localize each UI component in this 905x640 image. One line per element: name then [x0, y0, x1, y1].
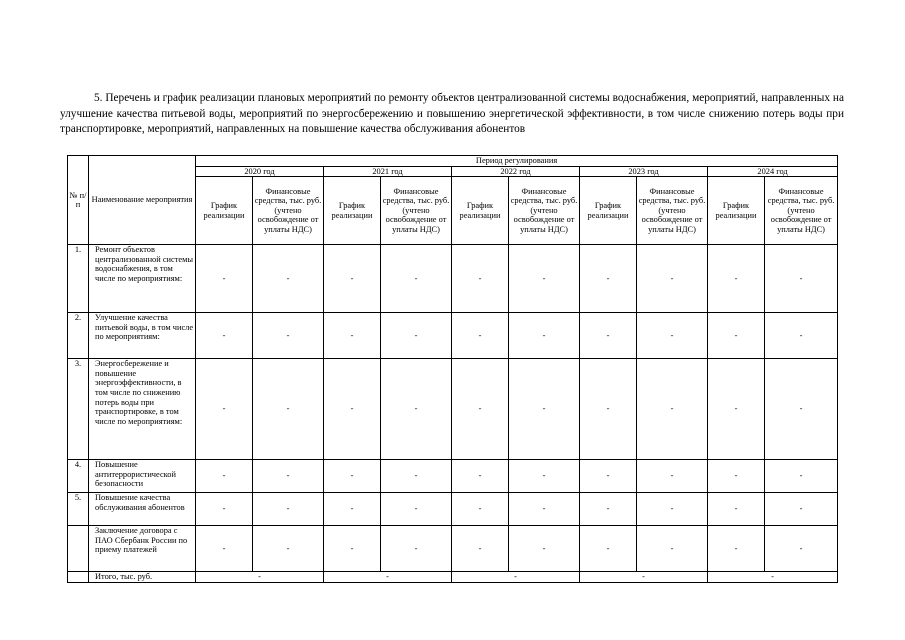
- schedule-value: -: [708, 313, 765, 359]
- schedule-value: -: [196, 460, 253, 493]
- schedule-value: -: [580, 313, 637, 359]
- finance-value: -: [381, 313, 452, 359]
- finance-value: -: [253, 493, 324, 526]
- total-value: -: [580, 572, 708, 583]
- row-number: 2.: [68, 313, 89, 359]
- header-finance: Финансовые средства, тыс. руб. (учтено освобождение от уплаты НДС): [253, 177, 324, 245]
- table-row: [68, 460, 838, 493]
- row-number: 5.: [68, 493, 89, 526]
- finance-value: -: [253, 245, 324, 313]
- schedule-value: -: [708, 460, 765, 493]
- schedule-value: -: [708, 526, 765, 572]
- schedule-value: -: [580, 460, 637, 493]
- header-year: 2021 год: [324, 166, 452, 177]
- schedule-value: -: [452, 359, 509, 460]
- finance-value: -: [253, 313, 324, 359]
- header-schedule: График реализации: [324, 177, 381, 245]
- schedule-value: -: [580, 526, 637, 572]
- finance-value: -: [637, 313, 708, 359]
- finance-value: -: [509, 460, 580, 493]
- finance-value: -: [381, 245, 452, 313]
- header-row-period: [68, 156, 838, 167]
- finance-value: -: [509, 526, 580, 572]
- header-finance: Финансовые средства, тыс. руб. (учтено освобождение от уплаты НДС): [637, 177, 708, 245]
- finance-value: -: [381, 493, 452, 526]
- table-row: [68, 245, 838, 313]
- activity-name: Ремонт объектов централизованной системы водоснабжения, в том числе по мероприятиям:: [89, 245, 196, 313]
- schedule-value: -: [324, 493, 381, 526]
- finance-value: -: [637, 245, 708, 313]
- schedule-value: -: [196, 526, 253, 572]
- header-schedule: График реализации: [580, 177, 637, 245]
- schedule-value: -: [196, 245, 253, 313]
- activity-name: Улучшение качества питьевой воды, в том числе по мероприятиям:: [89, 313, 196, 359]
- finance-value: -: [381, 460, 452, 493]
- finance-value: -: [765, 493, 838, 526]
- schedule-value: -: [452, 313, 509, 359]
- header-finance: Финансовые средства, тыс. руб. (учтено освобождение от уплаты НДС): [381, 177, 452, 245]
- finance-value: -: [253, 460, 324, 493]
- schedule-value: -: [452, 526, 509, 572]
- total-row: [68, 572, 838, 583]
- total-value: -: [452, 572, 580, 583]
- schedule-value: -: [452, 460, 509, 493]
- finance-value: -: [381, 359, 452, 460]
- finance-value: -: [637, 493, 708, 526]
- header-year: 2023 год: [580, 166, 708, 177]
- table-row: [68, 493, 838, 526]
- schedule-value: -: [196, 359, 253, 460]
- header-year: 2024 год: [708, 166, 838, 177]
- schedule-value: -: [580, 359, 637, 460]
- schedule-value: -: [452, 493, 509, 526]
- schedule-value: -: [708, 359, 765, 460]
- finance-value: -: [637, 526, 708, 572]
- header-schedule: График реализации: [452, 177, 509, 245]
- schedule-value: -: [196, 493, 253, 526]
- schedule-value: -: [196, 313, 253, 359]
- header-finance: Финансовые средства, тыс. руб. (учтено освобождение от уплаты НДС): [509, 177, 580, 245]
- schedule-value: -: [324, 526, 381, 572]
- header-activity-name: Наименование мероприятия: [89, 156, 196, 245]
- finance-value: -: [509, 313, 580, 359]
- activity-name: Энергосбережение и повышение энергоэффективности, в том числе по снижению потерь воды при транспортировке, в том числе по мероприятиям:: [89, 359, 196, 460]
- table-row: [68, 359, 838, 460]
- activity-name: Заключение договора с ПАО Сбербанк России по приему платежей: [89, 526, 196, 572]
- table-body: [68, 156, 838, 583]
- finance-value: -: [253, 359, 324, 460]
- section-heading: 5. Перечень и график реализации плановых мероприятий по ремонту объектов централизованной системы водоснабжения, мероприятий, направленных на улучшение качества питьевой воды, мероприятий по энергосбережению и повышению энергетической эффективности, в том числе снижению потерь воды при транспортировке, мероприятий, направленных на повышение качества обслуживания абонентов: [60, 92, 844, 135]
- total-label: Итого, тыс. руб.: [89, 572, 196, 583]
- header-schedule: График реализации: [708, 177, 765, 245]
- header-finance: Финансовые средства, тыс. руб. (учтено освобождение от уплаты НДС): [765, 177, 838, 245]
- finance-value: -: [509, 359, 580, 460]
- header-year: 2020 год: [196, 166, 324, 177]
- finance-value: -: [637, 460, 708, 493]
- schedule-value: -: [452, 245, 509, 313]
- header-schedule: График реализации: [196, 177, 253, 245]
- schedule-value: -: [708, 245, 765, 313]
- schedule-value: -: [324, 313, 381, 359]
- header-year: 2022 год: [452, 166, 580, 177]
- finance-value: -: [509, 493, 580, 526]
- schedule-value: -: [324, 460, 381, 493]
- row-number: 1.: [68, 245, 89, 313]
- finance-value: -: [509, 245, 580, 313]
- finance-value: -: [253, 526, 324, 572]
- activities-schedule-table: [67, 155, 838, 583]
- schedule-value: -: [580, 493, 637, 526]
- finance-value: -: [381, 526, 452, 572]
- activity-name: Повышение качества обслуживания абонентов: [89, 493, 196, 526]
- total-value: -: [324, 572, 452, 583]
- activity-name: Повышение антитеррористической безопасности: [89, 460, 196, 493]
- finance-value: -: [765, 526, 838, 572]
- schedule-value: -: [324, 359, 381, 460]
- schedule-value: -: [708, 493, 765, 526]
- finance-value: -: [637, 359, 708, 460]
- finance-value: -: [765, 460, 838, 493]
- row-number: 4.: [68, 460, 89, 493]
- total-value: -: [196, 572, 324, 583]
- total-num-cell: [68, 572, 89, 583]
- schedule-value: -: [324, 245, 381, 313]
- table-row: [68, 313, 838, 359]
- header-period: Период регулирования: [196, 156, 838, 167]
- total-value: -: [708, 572, 838, 583]
- finance-value: -: [765, 313, 838, 359]
- finance-value: -: [765, 359, 838, 460]
- header-num: № п/п: [68, 156, 89, 245]
- row-number: [68, 526, 89, 572]
- finance-value: -: [765, 245, 838, 313]
- schedule-value: -: [580, 245, 637, 313]
- row-number: 3.: [68, 359, 89, 460]
- table-row: [68, 526, 838, 572]
